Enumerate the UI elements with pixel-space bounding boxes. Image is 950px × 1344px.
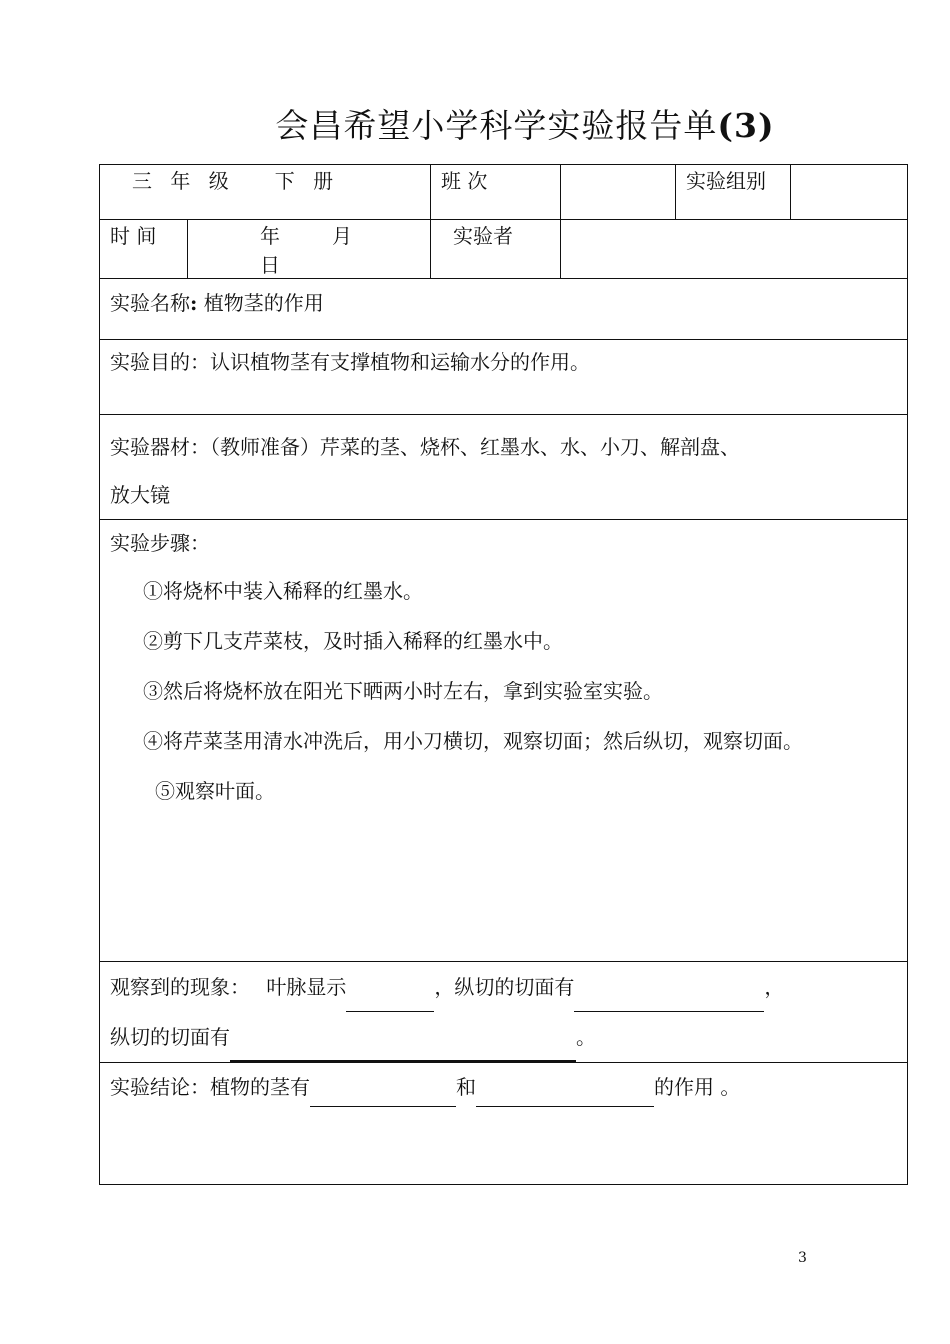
observation-label: 观察到的现象： (110, 975, 250, 999)
time-label: 时 间 (100, 220, 188, 279)
grade-text: 三 年 级 (132, 169, 235, 193)
comma: ， (764, 975, 785, 999)
period: 。 (576, 1025, 596, 1049)
step-5: ⑤观察叶面。 (155, 779, 275, 803)
name-value: 植物茎的作用 (203, 291, 324, 315)
month-label: 月 (332, 224, 352, 248)
class-label: 班 次 (431, 165, 561, 220)
steps-cell (100, 520, 908, 962)
longitudinal-blank[interactable] (230, 1038, 576, 1062)
materials-row (100, 415, 908, 520)
materials-cell (100, 415, 908, 520)
group-label: 实验组别 (676, 165, 791, 220)
time-row (100, 220, 908, 279)
class-field[interactable] (561, 165, 676, 220)
materials-line-1: 实验器材：（教师准备）芹菜的茎、烧杯、红墨水、水、小刀、解剖盘、 (110, 435, 740, 459)
volume-text: 下 册 (274, 169, 340, 193)
experimenter-label: 实验者 (431, 220, 561, 279)
cross-section-text: ，纵切的切面有 (434, 975, 575, 999)
year-label: 年 (260, 224, 280, 248)
purpose-row (100, 340, 908, 415)
cross-section-blank[interactable] (574, 989, 764, 1012)
conclusion-label: 实验结论：植物的茎有 (110, 1075, 310, 1099)
step-2: ②剪下几支芹菜枝，及时插入稀释的红墨水中。 (143, 629, 563, 653)
observation-row (100, 962, 908, 1063)
step-3: ③然后将烧杯放在阳光下晒两小时左右，拿到实验室实验。 (143, 679, 663, 703)
conclusion-end: 的作用 。 (654, 1075, 741, 1099)
purpose-text: 实验目的：认识植物茎有支撑植物和运输水分的作用。 (100, 340, 908, 415)
steps-row (100, 520, 908, 962)
title-number: (3) (717, 106, 775, 145)
leaf-text: 叶脉显示 (266, 975, 347, 999)
grade-cell (100, 165, 431, 220)
steps-label: 实验步骤： (110, 531, 210, 555)
group-field[interactable] (791, 165, 908, 220)
header-row (100, 165, 908, 220)
step-4: ④将芹菜茎用清水冲洗后，用小刀横切，观察切面；然后纵切，观察切面。 (143, 729, 803, 753)
page-title (0, 100, 950, 147)
conclusion-blank-2[interactable] (476, 1084, 654, 1107)
report-table (99, 164, 908, 1185)
leaf-blank[interactable] (346, 989, 434, 1012)
materials-line-2: 放大镜 (110, 483, 170, 507)
conclusion-blank-1[interactable] (310, 1084, 456, 1107)
name-row (100, 279, 908, 340)
name-label: 实验名称 (110, 291, 190, 315)
date-field[interactable] (188, 220, 431, 279)
step-1: ①将烧杯中装入稀释的红墨水。 (143, 579, 423, 603)
experimenter-field[interactable] (561, 220, 908, 279)
experiment-name: 实验名称: 植物茎的作用 (100, 279, 908, 340)
conclusion-cell (100, 1063, 908, 1185)
day-label: 日 (260, 253, 280, 277)
page-number: 3 (798, 1250, 807, 1266)
conclusion-and: 和 (456, 1075, 476, 1099)
observation-cell (100, 962, 908, 1063)
longitudinal-text: 纵切的切面有 (110, 1025, 230, 1049)
conclusion-row (100, 1063, 908, 1185)
title-text: 会昌希望小学科学实验报告单 (275, 106, 718, 145)
